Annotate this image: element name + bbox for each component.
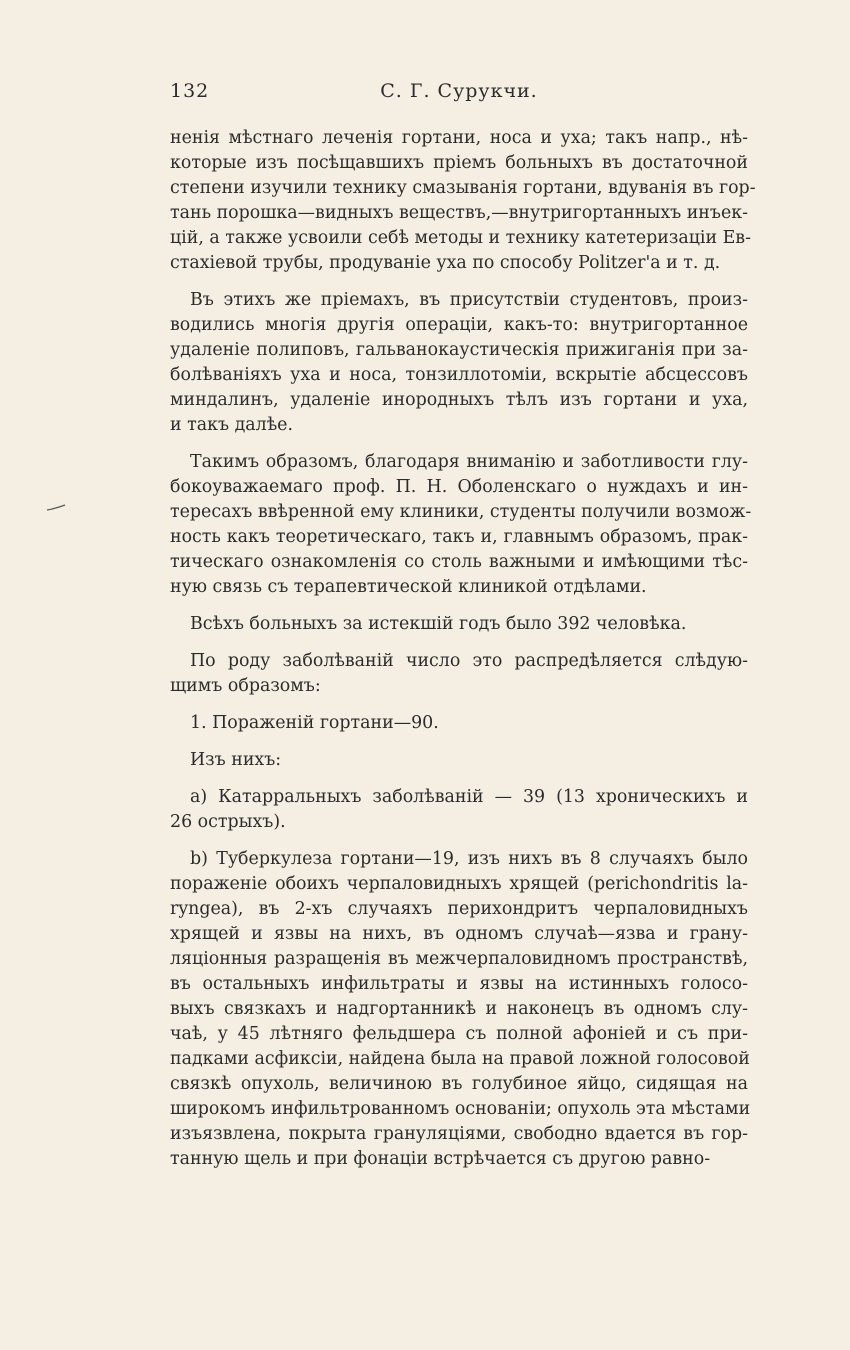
- text-line: ненія мѣстнаго леченія гортани, носа и уха; такъ напр., нѣ-: [170, 128, 748, 148]
- text-line: По роду заболѣваній число это распредѣляется слѣдую-: [190, 651, 748, 671]
- paragraph: [170, 612, 748, 637]
- text-line: тическаго ознакомленія со столь важными и имѣющими тѣс-: [170, 552, 748, 572]
- margin-mark: [46, 504, 66, 512]
- text-line: тересахъ ввѣренной ему клиники, студенты получили возмож-: [170, 502, 752, 522]
- text-line: Изъ нихъ:: [190, 750, 282, 770]
- text-line: Въ этихъ же пріемахъ, въ присутствіи студентовъ, произ-: [190, 290, 748, 310]
- text-line: щимъ образомъ:: [170, 676, 321, 696]
- paragraph: [170, 288, 748, 438]
- text-line: выхъ связкахъ и надгортанникѣ и наконецъ въ одномъ слу-: [170, 999, 748, 1019]
- body-text: [170, 126, 756, 1184]
- text-line: чаѣ, у 45 лѣтняго фельдшера съ полной афоніей и съ при-: [170, 1024, 748, 1044]
- page-number: 132: [170, 80, 210, 102]
- paragraph: [170, 748, 748, 773]
- text-line: танную щель и при фонаціи встрѣчается съ другою равно-: [170, 1149, 711, 1169]
- paragraph: [170, 649, 748, 699]
- text-line: ность какъ теоретическаго, такъ и, главнымъ образомъ, прак-: [170, 527, 748, 547]
- text-line: и такъ далѣе.: [170, 415, 293, 435]
- text-line: цій, а также усвоили себѣ методы и технику катетеризаціи Ев-: [170, 228, 751, 248]
- text-line: связкѣ опухоль, величиною въ голубиное яйцо, сидящая на: [170, 1074, 748, 1094]
- text-line: болѣваніяхъ уха и носа, тонзиллотоміи, вскрытіе абсцессовъ: [170, 365, 748, 385]
- text-line: изъязвлена, покрыта грануляціями, свободно вдается въ гор-: [170, 1124, 748, 1144]
- paragraph: [170, 785, 748, 835]
- text-line: хрящей и язвы на нихъ, въ одномъ случаѣ—язва и грану-: [170, 924, 748, 944]
- text-line: водились многія другія операціи, какъ-то: внутригортанное: [170, 315, 748, 335]
- running-head: С. Г. Сурукчи.: [380, 80, 538, 102]
- text-line: Всѣхъ больныхъ за истекшій годъ было 392 человѣка.: [190, 614, 687, 634]
- text-line: 26 острыхъ).: [170, 812, 286, 832]
- text-line: a) Катарральныхъ заболѣваній — 39 (13 хроническихъ и: [190, 787, 748, 807]
- text-line: бокоуважаемаго проф. П. Н. Оболенскаго о нуждахъ и ин-: [170, 477, 748, 497]
- page-header: [170, 80, 748, 110]
- text-line: ляціонныя разращенія въ межчерпаловидномъ пространствѣ,: [170, 949, 748, 969]
- text-line: 1. Пораженій гортани—90.: [190, 713, 439, 733]
- text-line: въ остальныхъ инфильтраты и язвы на истинныхъ голосо-: [170, 974, 748, 994]
- text-line: удаленіе полиповъ, гальванокаустическія прижиганія при за-: [170, 340, 748, 360]
- paragraph: [170, 126, 756, 276]
- text-line: тань порошка—видныхъ веществъ,—внутригортанныхъ инъек-: [170, 203, 749, 223]
- text-line: миндалинъ, удаленіе инородныхъ тѣлъ изъ гортани и уха,: [170, 390, 748, 410]
- text-line: стахіевой трубы, продуваніе уха по способу Politzer'а и т. д.: [170, 253, 721, 273]
- text-line: пораженіе обоихъ черпаловидныхъ хрящей (perichondritis la-: [170, 874, 748, 894]
- text-line: широкомъ инфильтрованномъ основаніи; опухоль эта мѣстами: [170, 1099, 751, 1119]
- text-line: Такимъ образомъ, благодаря вниманію и заботливости глу-: [190, 452, 748, 472]
- text-line: падками асфиксіи, найдена была на правой ложной голосовой: [170, 1049, 750, 1069]
- paragraph: [170, 711, 748, 736]
- text-line: ryngea), въ 2-хъ случаяхъ перихондритъ черпаловидныхъ: [170, 899, 748, 919]
- text-line: ную связь съ терапевтической клиникой отдѣлами.: [170, 577, 647, 597]
- text-line: степени изучили технику смазыванія гортани, вдуванія въ гор-: [170, 178, 756, 198]
- text-line: b) Туберкулеза гортани—19, изъ нихъ въ 8 случаяхъ было: [190, 849, 748, 869]
- paragraph: [170, 847, 751, 1172]
- text-line: которые изъ посѣщавшихъ пріемъ больныхъ въ достаточной: [170, 153, 748, 173]
- paragraph: [170, 450, 752, 600]
